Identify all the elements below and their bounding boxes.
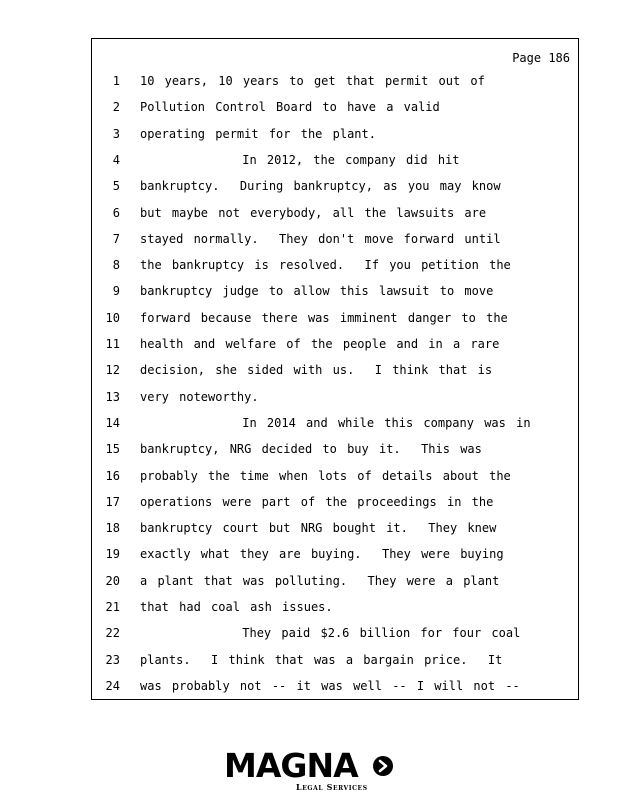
line-number: 8 bbox=[112, 258, 120, 273]
line-number: 10 bbox=[105, 310, 120, 325]
line-number: 4 bbox=[112, 152, 120, 167]
line-text: probably the time when lots of details about the bbox=[140, 468, 511, 483]
transcript-line bbox=[92, 650, 578, 670]
line-number: 12 bbox=[105, 363, 120, 378]
line-number: 18 bbox=[105, 521, 120, 536]
page-number: Page 186 bbox=[512, 51, 570, 65]
line-number: 1 bbox=[112, 74, 120, 88]
line-text: bankruptcy. During bankruptcy, as you may know bbox=[140, 179, 501, 194]
transcript-line bbox=[92, 97, 578, 117]
transcript-line bbox=[92, 439, 578, 459]
transcript-line bbox=[92, 203, 578, 223]
line-number: 22 bbox=[105, 626, 120, 641]
transcript-line bbox=[92, 255, 578, 275]
line-text: 10 years, 10 years to get that permit out of bbox=[140, 74, 485, 88]
line-text: plants. I think that was a bargain price. It bbox=[140, 652, 503, 667]
line-text: bankruptcy, NRG decided to buy it. This was bbox=[140, 442, 482, 457]
line-text: but maybe not everybody, all the lawsuits are bbox=[140, 205, 487, 220]
transcript-line bbox=[92, 492, 578, 512]
line-text: very noteworthy. bbox=[140, 389, 259, 404]
transcript-line bbox=[92, 360, 578, 380]
magna-logo bbox=[224, 748, 394, 792]
line-number: 7 bbox=[112, 231, 120, 246]
transcript-line bbox=[92, 544, 578, 564]
line-number: 13 bbox=[105, 389, 120, 404]
transcript-line bbox=[92, 150, 578, 170]
line-number: 15 bbox=[105, 442, 120, 457]
transcript-line bbox=[92, 124, 578, 144]
logo-wordmark: MAGNA bbox=[224, 746, 358, 785]
transcript-line bbox=[92, 308, 578, 328]
line-text: In 2014 and while this company was in bbox=[140, 415, 531, 430]
line-number: 14 bbox=[105, 415, 120, 430]
line-number: 16 bbox=[105, 468, 120, 483]
line-text: decision, she sided with us. I think that is bbox=[140, 363, 493, 378]
line-text: bankruptcy judge to allow this lawsuit to move bbox=[140, 284, 494, 299]
line-text: a plant that was polluting. They were a plant bbox=[140, 573, 500, 588]
line-number: 6 bbox=[112, 205, 120, 220]
line-text: operations were part of the proceedings in the bbox=[140, 494, 494, 509]
line-number: 20 bbox=[105, 573, 120, 588]
line-number: 19 bbox=[105, 547, 120, 562]
line-text: In 2012, the company did hit bbox=[140, 152, 460, 167]
transcript-line bbox=[92, 229, 578, 249]
line-text: the bankruptcy is resolved. If you petition the bbox=[140, 258, 511, 273]
logo-subtitle: Legal Services bbox=[296, 782, 368, 792]
line-number: 24 bbox=[105, 678, 120, 693]
transcript-page bbox=[91, 38, 579, 700]
transcript-line bbox=[92, 387, 578, 407]
transcript-line bbox=[92, 518, 578, 538]
line-text: that had coal ash issues. bbox=[140, 600, 333, 614]
line-number: 5 bbox=[112, 179, 120, 194]
line-text: Pollution Control Board to have a valid bbox=[140, 100, 440, 115]
line-number: 11 bbox=[105, 337, 120, 351]
line-text: bankruptcy court but NRG bought it. They knew bbox=[140, 521, 497, 536]
transcript-line bbox=[92, 676, 578, 696]
transcript-line bbox=[92, 623, 578, 643]
transcript-line bbox=[92, 571, 578, 591]
line-number: 2 bbox=[112, 100, 120, 115]
transcript-line bbox=[92, 413, 578, 433]
transcript-line bbox=[92, 466, 578, 486]
line-number: 17 bbox=[105, 494, 120, 509]
line-text: They paid $2.6 billion for four coal bbox=[140, 626, 521, 641]
line-text: operating permit for the plant. bbox=[140, 126, 376, 141]
line-number: 3 bbox=[112, 126, 120, 141]
line-text: was probably not -- it was well -- I will not -- bbox=[140, 678, 520, 693]
line-text: exactly what they are buying. They were buying bbox=[140, 547, 504, 562]
line-text: health and welfare of the people and in a rare bbox=[140, 337, 500, 351]
line-number: 21 bbox=[105, 600, 120, 614]
transcript-line bbox=[92, 71, 578, 91]
transcript-line bbox=[92, 281, 578, 301]
line-number: 23 bbox=[105, 652, 120, 667]
transcript-line bbox=[92, 334, 578, 354]
line-number: 9 bbox=[112, 284, 120, 299]
line-text: forward because there was imminent danger to the bbox=[140, 310, 508, 325]
line-text: stayed normally. They don't move forward until bbox=[140, 231, 501, 246]
transcript-line bbox=[92, 176, 578, 196]
arrow-circle-icon bbox=[373, 756, 393, 776]
transcript-line bbox=[92, 597, 578, 617]
